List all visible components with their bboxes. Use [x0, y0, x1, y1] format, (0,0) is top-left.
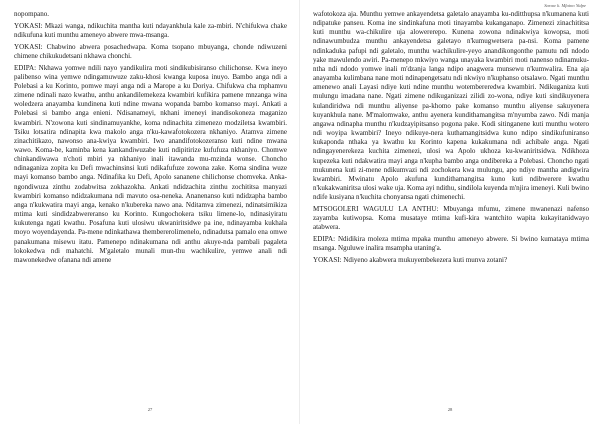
- paragraph: MTSOGOLERI WAGULU LA ANTHU: Mbuyanga mfumu, zimene mwanenazi nafenso zayamba kutiwopsa. Koma musataye mtima kufi-kira wantchito wapita kukayitanidwayo atabwera.: [313, 204, 589, 232]
- right-page: [300, 0, 600, 424]
- page-number-right: 28: [447, 407, 453, 412]
- paragraph: wafotokoza aja. Munthu yemwe ankayendetsa galetalo anayamba ku-nditthupsa n'kumanena kuti ndipatuke panseu. Koma ine sindinkafuna moti tinayamba kukanganapo. Zimenezi zinachititsa kuti munthu wa-chikulire uja alowererepo. Kunena zowona ndinakwiya kowopsa, moti ndinawumbudza munthu ankayendetsa galetayo n'kumugwetsera pa-nsi. Koma pamene ndinkaduka pafupi ndi galetalo, munthu wachikulire-yeyo anandikongonthe pamutu ndi ndodo yake mawulendo awiri. Pa-menepo mkwiyo wanga unayaka kwambiri moti nanenso ndinamuku-ntha ndi ndodo yomwe inali m'dzanja langa ndipo anagwera munsewu n'kumwalira. Ena aja anayamba kulimbana nane moti ndinapengetsatu ndi nkwiyo n'kuphanso otsalawo. Ngati munthu amenewo anali Layasi ndiye kuti ndine munthu wotembereredwa kwambiri. Ndikuganiza kuti mulungu imadana nane. Ngati zimene ndikuganizazi zilidi zo-wona, ndiye kuti sindikuyenera kulandiridwa ndi munthu aliyense pa-khomo pake komanso munthu aliyense sakuyenera kuyankhula nane. M'malomwake, anthu ayenera kundithamangitsa m'nyumba zawo. Ndi manja angawa ndinapha munthu n'kudzayipitsanso pogona pake. Kodi sitinganene kuti munthu wotero ndi woyipa kwambiri? Ineyo ndikuye-nera kuthamangitsidwa kuno ndipo sindikufuniranso kukaponda nthaka ya kwathu ku Korinto kapena kukakumana ndi achibale anga. Ngati ndingayenerekeza kuchita zimenezi, ulosi wa Apolo ukhoza ku-kwaniritsidwa. Ndikhoza kupezeka kuti ndakwatira mayi anga n'kupha bambo anga ondibereka a Polebasi. Choncho ngati mukunena kuti zi-mene ndikumvazi ndi zochokera kwa mulungu, apo ndiye mantha andigwira kwambiri. Mwinatu Apolo akufuna kundithamangitsa kuno kuti ndibwerere kwathu n'kukakwaniritsa ulosi wake uja. Koma ayi ndithu, sindilola kuyenda m'njira imeneyi. Kuli bwino ndife kusiyana n'kuchita chonyansa ngati chimenechi.: [313, 10, 589, 202]
- left-page-body: [14, 10, 287, 268]
- right-page-body: [313, 10, 589, 268]
- paragraph: YOKASI: Chabwino abwera posachedwapa. Koma tsopano mbuyanga, chonde ndiwuzeni chimene chikukudetsani nkhawa chonchi.: [14, 42, 287, 60]
- paragraph: EDIPA: Ndidikira moleza mtima mpaka munthu ameneyo abwere. Si bwino kumataya mtima msanga. Nguluwe inalira msampha utaning'a.: [313, 234, 589, 253]
- page-number-left: 27: [147, 407, 153, 412]
- paragraph: YOKASI: Ndiyeno akabwera mukuyembekezera kuti munva zotani?: [313, 255, 508, 264]
- paragraph: EDIPA: Nkhawa yomwe ndili nayo yandikulira moti sindikubisiranso chilichonse. Kwa ineyo palibenso wina yemwe ndingamuwuze zaku-khosi kwanga kuposa inuyo. Bambo anga ndi a Polebasi a ku Korinto, pomwe mayi anga ndi a Marope a ku Doriya. Chifukwa cha mphamvu zimene ndinali nazo kwathu, anthu ankandilemekeza kwambiri kufikira pamene mnzanga wina woledzera anayamba kundinena kuti ndine mwana wopanda bambo komanso mayi. Ankati a Polebasi si bambo anga enieni. Ndisanameyi, nkhani imeneyi inandisokoneza maganizo kwambiri. N'zowona kuti sindinamuyankhe, koma ndinachita zimenezo modziletsa kwambiri. Tsiku lotsatira ndinapita kwa makolo anga n'ku-kawafotokozera nkhaniyo. Atamva zimene zinachitikazo, nawonso ana-kwiya kwambiri. Iwo anandifotokozeranso kuti ndine mwana wawo. Koma-be, kaminba kena kankandiwuzabe kuti ndipitirize kufufuza nkhaniyo. Chomwe chinkandiwawa n'choti mbiri ya nkhaniyo inali itawanda mu-mzinda wonse. Choncho ndinaganiza zopita ku Defi mwachinsinsi kuti ndikafufuze zowona zake. Koma sindina wuze mayi komanso bambo anga. Ndinafika ku Defi, Apolo sananene chilichonse chomveka. Anka-ngondiwuza zinthu zodabwitsa zokhazokha. Ankati ndidzachita zinthu zochititsa manyazi kwambiri komanso ndidzakumana ndi mavuto osa-neneka. Ananenanso kuti ndidzapha bambo anga n'kukwatira mayi anga, kenako n'kubereka nawo ana. Nditamva zimenezi, ndinatsimikiza mtima kuti sindidzabwereranso ku Korinto. Kungochokera tsiku limene-lo, ndinasiyiratu kukutenga ngati kwathu. Posafuna kuti ulosiwu ukwaniritsidwe pa ine, ndinayamba kukhala moyo woyendayenda. Pa-mene ndinkathawa thembererolimenelo, ndinadutsa pamalo ena omwe panakumana misewu itatu. Pamenepo ndinakumana ndi anthu akuye-nda pambali pagaleta lokokedwa ndi mahatchi. M'galetalo munali mun-thu wachikulire, yemwe anali ndi mawonekedwe ofanana ndi amene: [14, 63, 287, 264]
- paragraph: nopompano.: [14, 10, 50, 18]
- running-head: Saraw k. Mfaino Yidpe: [544, 3, 586, 8]
- paragraph: YOKASI: Mkazi wanga, ndikuchita mantha kuti ndayankhula kale za-mbiri. N'chifukwa chake ndikufuna kuti munthu ameneyo abwere mwa-msanga.: [14, 21, 287, 39]
